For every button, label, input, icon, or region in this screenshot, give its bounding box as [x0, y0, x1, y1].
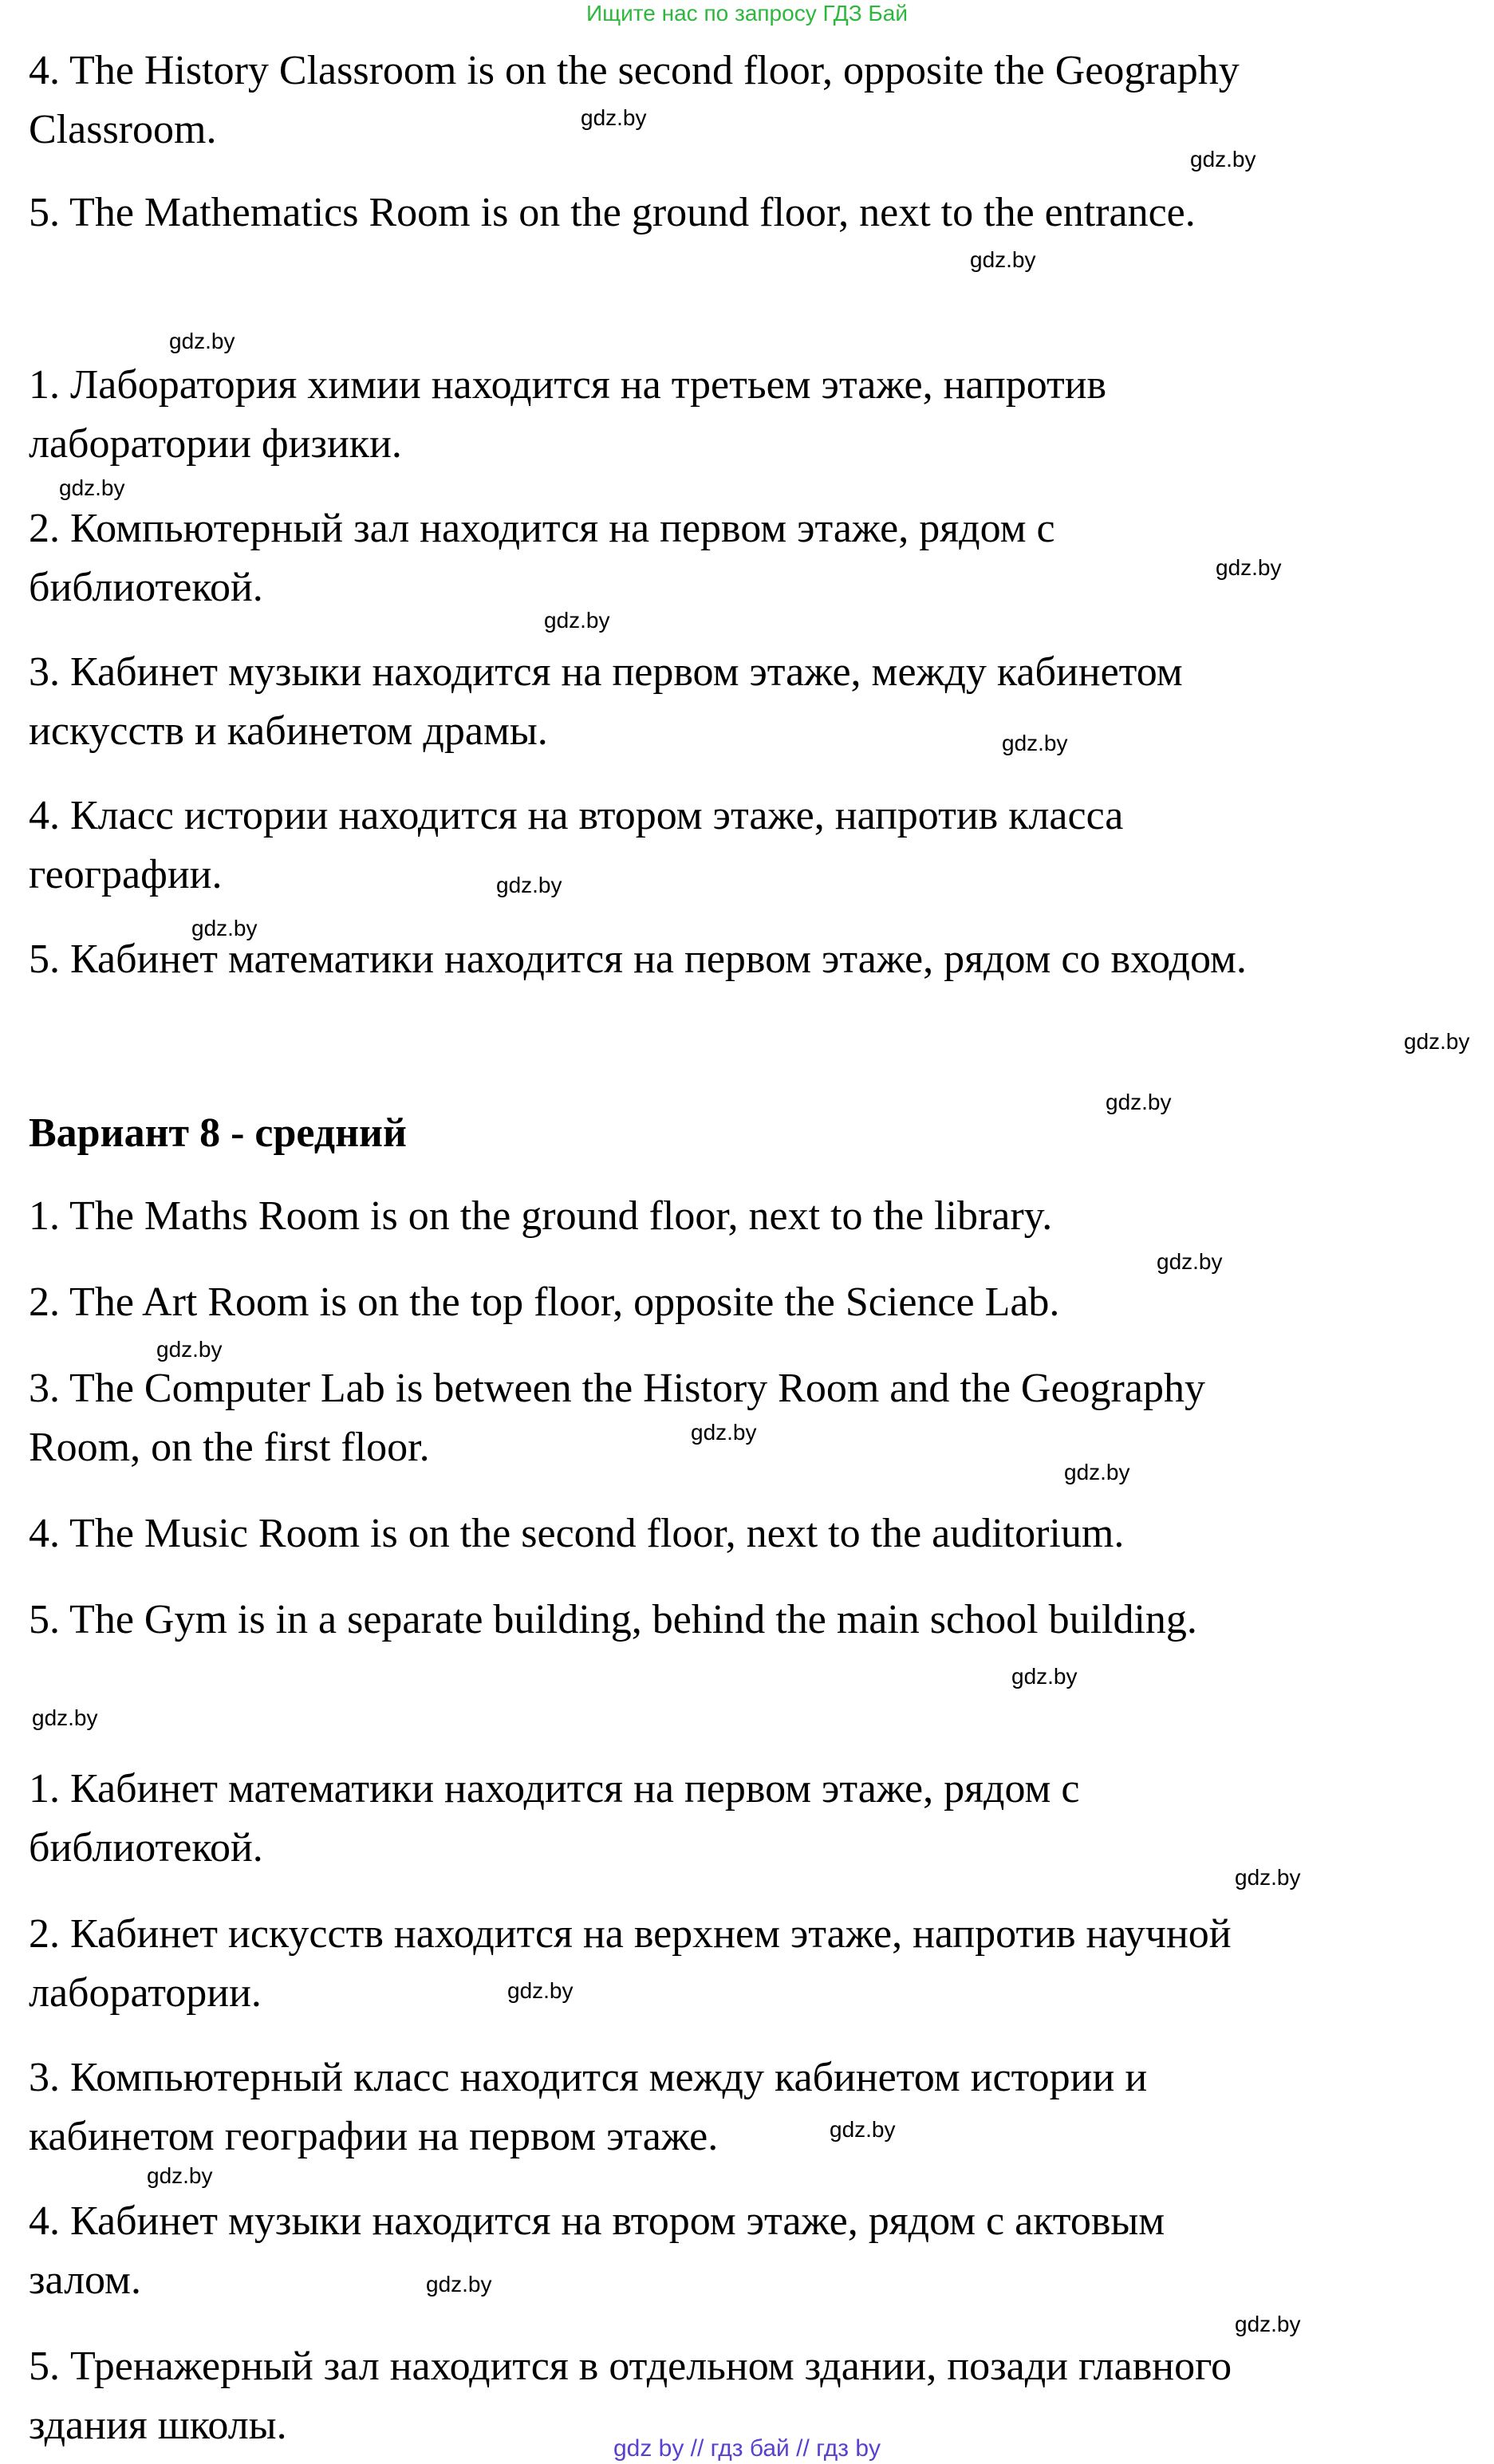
- top-banner[interactable]: Ищите нас по запросу ГДЗ Бай: [585, 1, 909, 26]
- watermark: gdz.by: [581, 105, 647, 130]
- paragraph-ru-music-room: 3. Кабинет музыки находится на первом этаже, между кабинетом искусств и кабинетом драмы.: [29, 649, 1183, 754]
- paragraph-ru-computer-hall: 2. Компьютерный зал находится на первом этаже, рядом с библиотекой.: [29, 506, 1055, 610]
- watermark: gdz.by: [32, 1705, 98, 1730]
- paragraph-ru-art-room: 2. Кабинет искусств находится на верхнем этаже, напротив научной лаборатории.: [29, 1911, 1232, 2016]
- paragraph-ru-history-class: 4. Класс истории находится на втором этаже, напротив класса географии.: [29, 793, 1124, 897]
- watermark: gdz.by: [1064, 1460, 1130, 1484]
- paragraph-ru-maths-room: 1. Кабинет математики находится на первом этаже, рядом с библиотекой.: [29, 1766, 1080, 1871]
- watermark: gdz.by: [1235, 1865, 1301, 1890]
- paragraph-maths-room: 1. The Maths Room is on the ground floor, next to the library.: [29, 1193, 1053, 1239]
- watermark: gdz.by: [507, 1978, 574, 2003]
- watermark: gdz.by: [156, 1337, 223, 1362]
- watermark: gdz.by: [191, 916, 258, 940]
- watermark: gdz.by: [1011, 1664, 1078, 1689]
- paragraph-ru-gym: 5. Тренажерный зал находится в отдельном здании, позади главного здания школы.: [29, 2344, 1232, 2448]
- paragraph-computer-lab: 3. The Computer Lab is between the History Room and the Geography Room, on the first floor.: [29, 1366, 1205, 1470]
- watermark: gdz.by: [169, 329, 235, 353]
- watermark: gdz.by: [426, 2272, 492, 2296]
- watermark: gdz.by: [970, 247, 1036, 272]
- watermark: gdz.by: [1216, 555, 1282, 580]
- paragraph-history-classroom: 4. The History Classroom is on the second floor, opposite the Geography Classroom.: [29, 48, 1240, 152]
- paragraph-mathematics-room: 5. The Mathematics Room is on the ground floor, next to the entrance.: [29, 190, 1196, 235]
- paragraph-gym: 5. The Gym is in a separate building, behind the main school building.: [29, 1597, 1197, 1642]
- watermark: gdz.by: [496, 873, 562, 897]
- footer-links[interactable]: gdz by // гдз бай // гдз by: [613, 2435, 881, 2462]
- watermark: gdz.by: [59, 475, 125, 500]
- watermark: gdz.by: [830, 2117, 896, 2142]
- watermark: gdz.by: [1157, 1249, 1223, 1274]
- watermark: gdz.by: [1404, 1029, 1470, 1054]
- paragraph-art-room: 2. The Art Room is on the top floor, opposite the Science Lab.: [29, 1279, 1060, 1325]
- watermark: gdz.by: [544, 608, 610, 633]
- watermark: gdz.by: [1235, 2312, 1301, 2336]
- watermark: gdz.by: [1106, 1090, 1172, 1114]
- paragraph-music-room: 4. The Music Room is on the second floor, next to the auditorium.: [29, 1511, 1125, 1556]
- watermark: gdz.by: [147, 2163, 213, 2188]
- paragraph-ru-math-room: 5. Кабинет математики находится на первом этаже, рядом со входом.: [29, 936, 1247, 982]
- variant-heading: Вариант 8 - средний: [29, 1110, 407, 1156]
- paragraph-ru-chemistry-lab: 1. Лаборатория химии находится на третьем этаже, напротив лаборатории физики.: [29, 362, 1107, 467]
- watermark: gdz.by: [1002, 731, 1068, 755]
- paragraph-ru-computer-class: 3. Компьютерный класс находится между кабинетом истории и кабинетом географии на первом этаже.: [29, 2055, 1148, 2159]
- watermark: gdz.by: [1190, 147, 1256, 171]
- watermark: gdz.by: [691, 1420, 757, 1445]
- paragraph-ru-music-room-2: 4. Кабинет музыки находится на втором этаже, рядом с актовым залом.: [29, 2198, 1165, 2303]
